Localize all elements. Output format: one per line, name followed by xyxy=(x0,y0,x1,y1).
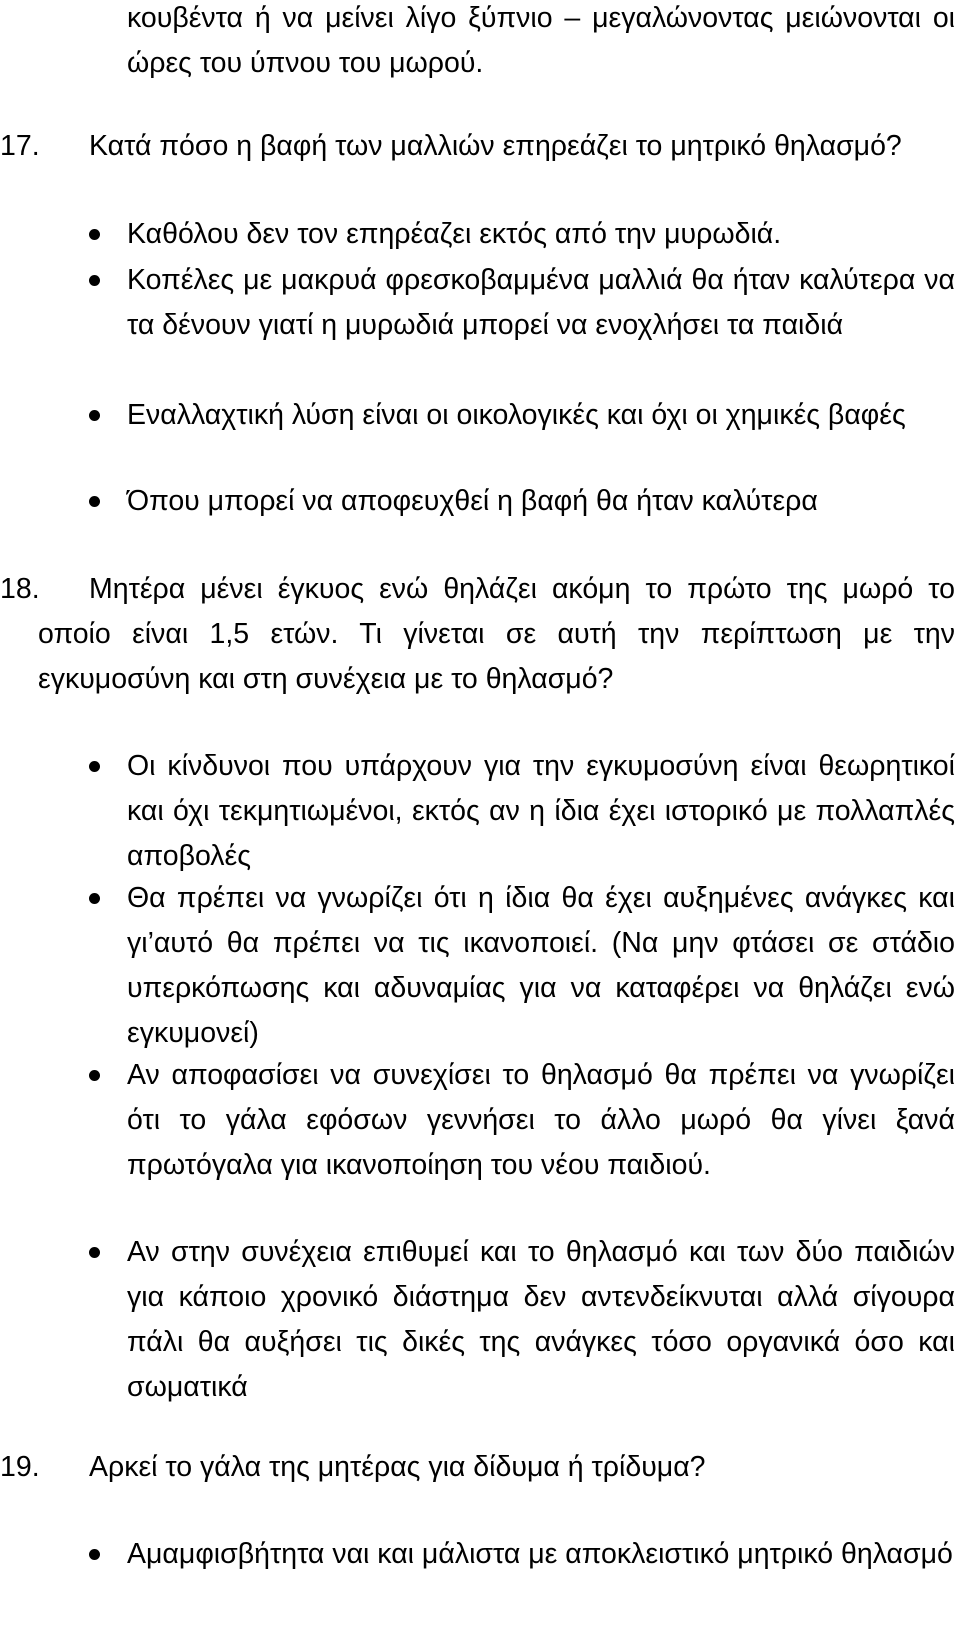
bullet-icon xyxy=(89,1247,100,1258)
paragraph-continuation xyxy=(127,0,955,86)
bullet-icon xyxy=(89,410,100,421)
list-item xyxy=(127,479,955,524)
list-item-text: Εναλλαχτική λύση είναι οι οικολογικές και όχι οι χημικές βαφές xyxy=(127,399,906,431)
question-18 xyxy=(0,567,955,702)
question-number: 17. xyxy=(0,130,40,162)
list-item xyxy=(127,1053,955,1188)
list-item-text: Καθόλου δεν τον επηρέαζει εκτός από την μυρωδιά. xyxy=(127,218,782,250)
bullet-icon xyxy=(89,761,100,772)
question-text: Αρκεί το γάλα της μητέρας για δίδυμα ή τρίδυμα? xyxy=(89,1451,706,1483)
question-number: 18. xyxy=(0,573,40,605)
list-item xyxy=(127,744,955,879)
list-item-text: Όπου μπορεί να αποφευχθεί η βαφή θα ήταν καλύτερα xyxy=(127,485,818,517)
question-number: 19. xyxy=(0,1451,40,1483)
bullet-icon xyxy=(89,1549,100,1560)
question-text: Κατά πόσο η βαφή των μαλλιών επηρεάζει το μητρικό θηλασμό? xyxy=(89,130,902,162)
list-item xyxy=(127,258,955,348)
bullet-icon xyxy=(89,893,100,904)
paragraph-text: κουβέντα ή να μείνει λίγο ξύπνιο – μεγαλώνοντας μειώνονται οι ώρες του ύπνου του μωρού. xyxy=(127,2,955,79)
question-text: Μητέρα μένει έγκυος ενώ θηλάζει ακόμη το πρώτο της μωρό το οποίο είναι 1,5 ετών. Τι γίνεται σε αυτή την περίπτωση με την εγκυμοσύνη και στη συνέχεια με το θηλασμό? xyxy=(38,573,955,695)
list-item-text: Θα πρέπει να γνωρίζει ότι η ίδια θα έχει αυξημένες ανάγκες και γι’αυτό θα πρέπει να τις ικανοποιεί. (Να μην φτάσει σε στάδιο υπερκόπωσης και αδυναμίας για να καταφέρει να θηλάζει ενώ εγκυμονεί) xyxy=(127,882,955,1049)
bullet-icon xyxy=(89,496,100,507)
question-19 xyxy=(0,1445,955,1490)
list-item-text: Αν στην συνέχεια επιθυμεί και το θηλασμό και των δύο παιδιών για κάποιο χρονικό διάστημα δεν αντενδείκνυται αλλά σίγουρα πάλι θα αυξήσει τις δικές της ανάγκες τόσο οργανικά όσο και σωματικά xyxy=(127,1236,955,1403)
bullet-icon xyxy=(89,229,100,240)
list-item xyxy=(127,393,955,438)
list-item xyxy=(127,876,955,1056)
list-item-text: Οι κίνδυνοι που υπάρχουν για την εγκυμοσύνη είναι θεωρητικοί και όχι τεκμητιωμένοι, εκτός αν η ίδια έχει ιστορικό με πολλαπλές αποβολές xyxy=(127,750,955,872)
list-item-text: Αν αποφασίσει να συνεχίσει το θηλασμό θα πρέπει να γνωρίζει ότι το γάλα εφόσων γεννήσει το άλλο μωρό θα γίνει ξανά πρωτόγαλα για ικανοποίηση του νέου παιδιού. xyxy=(127,1059,955,1181)
list-item-text: Κοπέλες με μακρυά φρεσκοβαμμένα μαλλιά θα ήταν καλύτερα να τα δένουν γιατί η μυρωδιά μπορεί να ενοχλήσει τα παιδιά xyxy=(127,264,955,341)
list-item xyxy=(127,1230,955,1410)
list-item xyxy=(127,212,955,257)
bullet-icon xyxy=(89,1070,100,1081)
list-item-text: Αμαμφισβήτητα ναι και μάλιστα με αποκλειστικό μητρικό θηλασμό xyxy=(127,1538,953,1570)
bullet-icon xyxy=(89,275,100,286)
question-17 xyxy=(0,124,955,169)
list-item xyxy=(127,1532,955,1577)
